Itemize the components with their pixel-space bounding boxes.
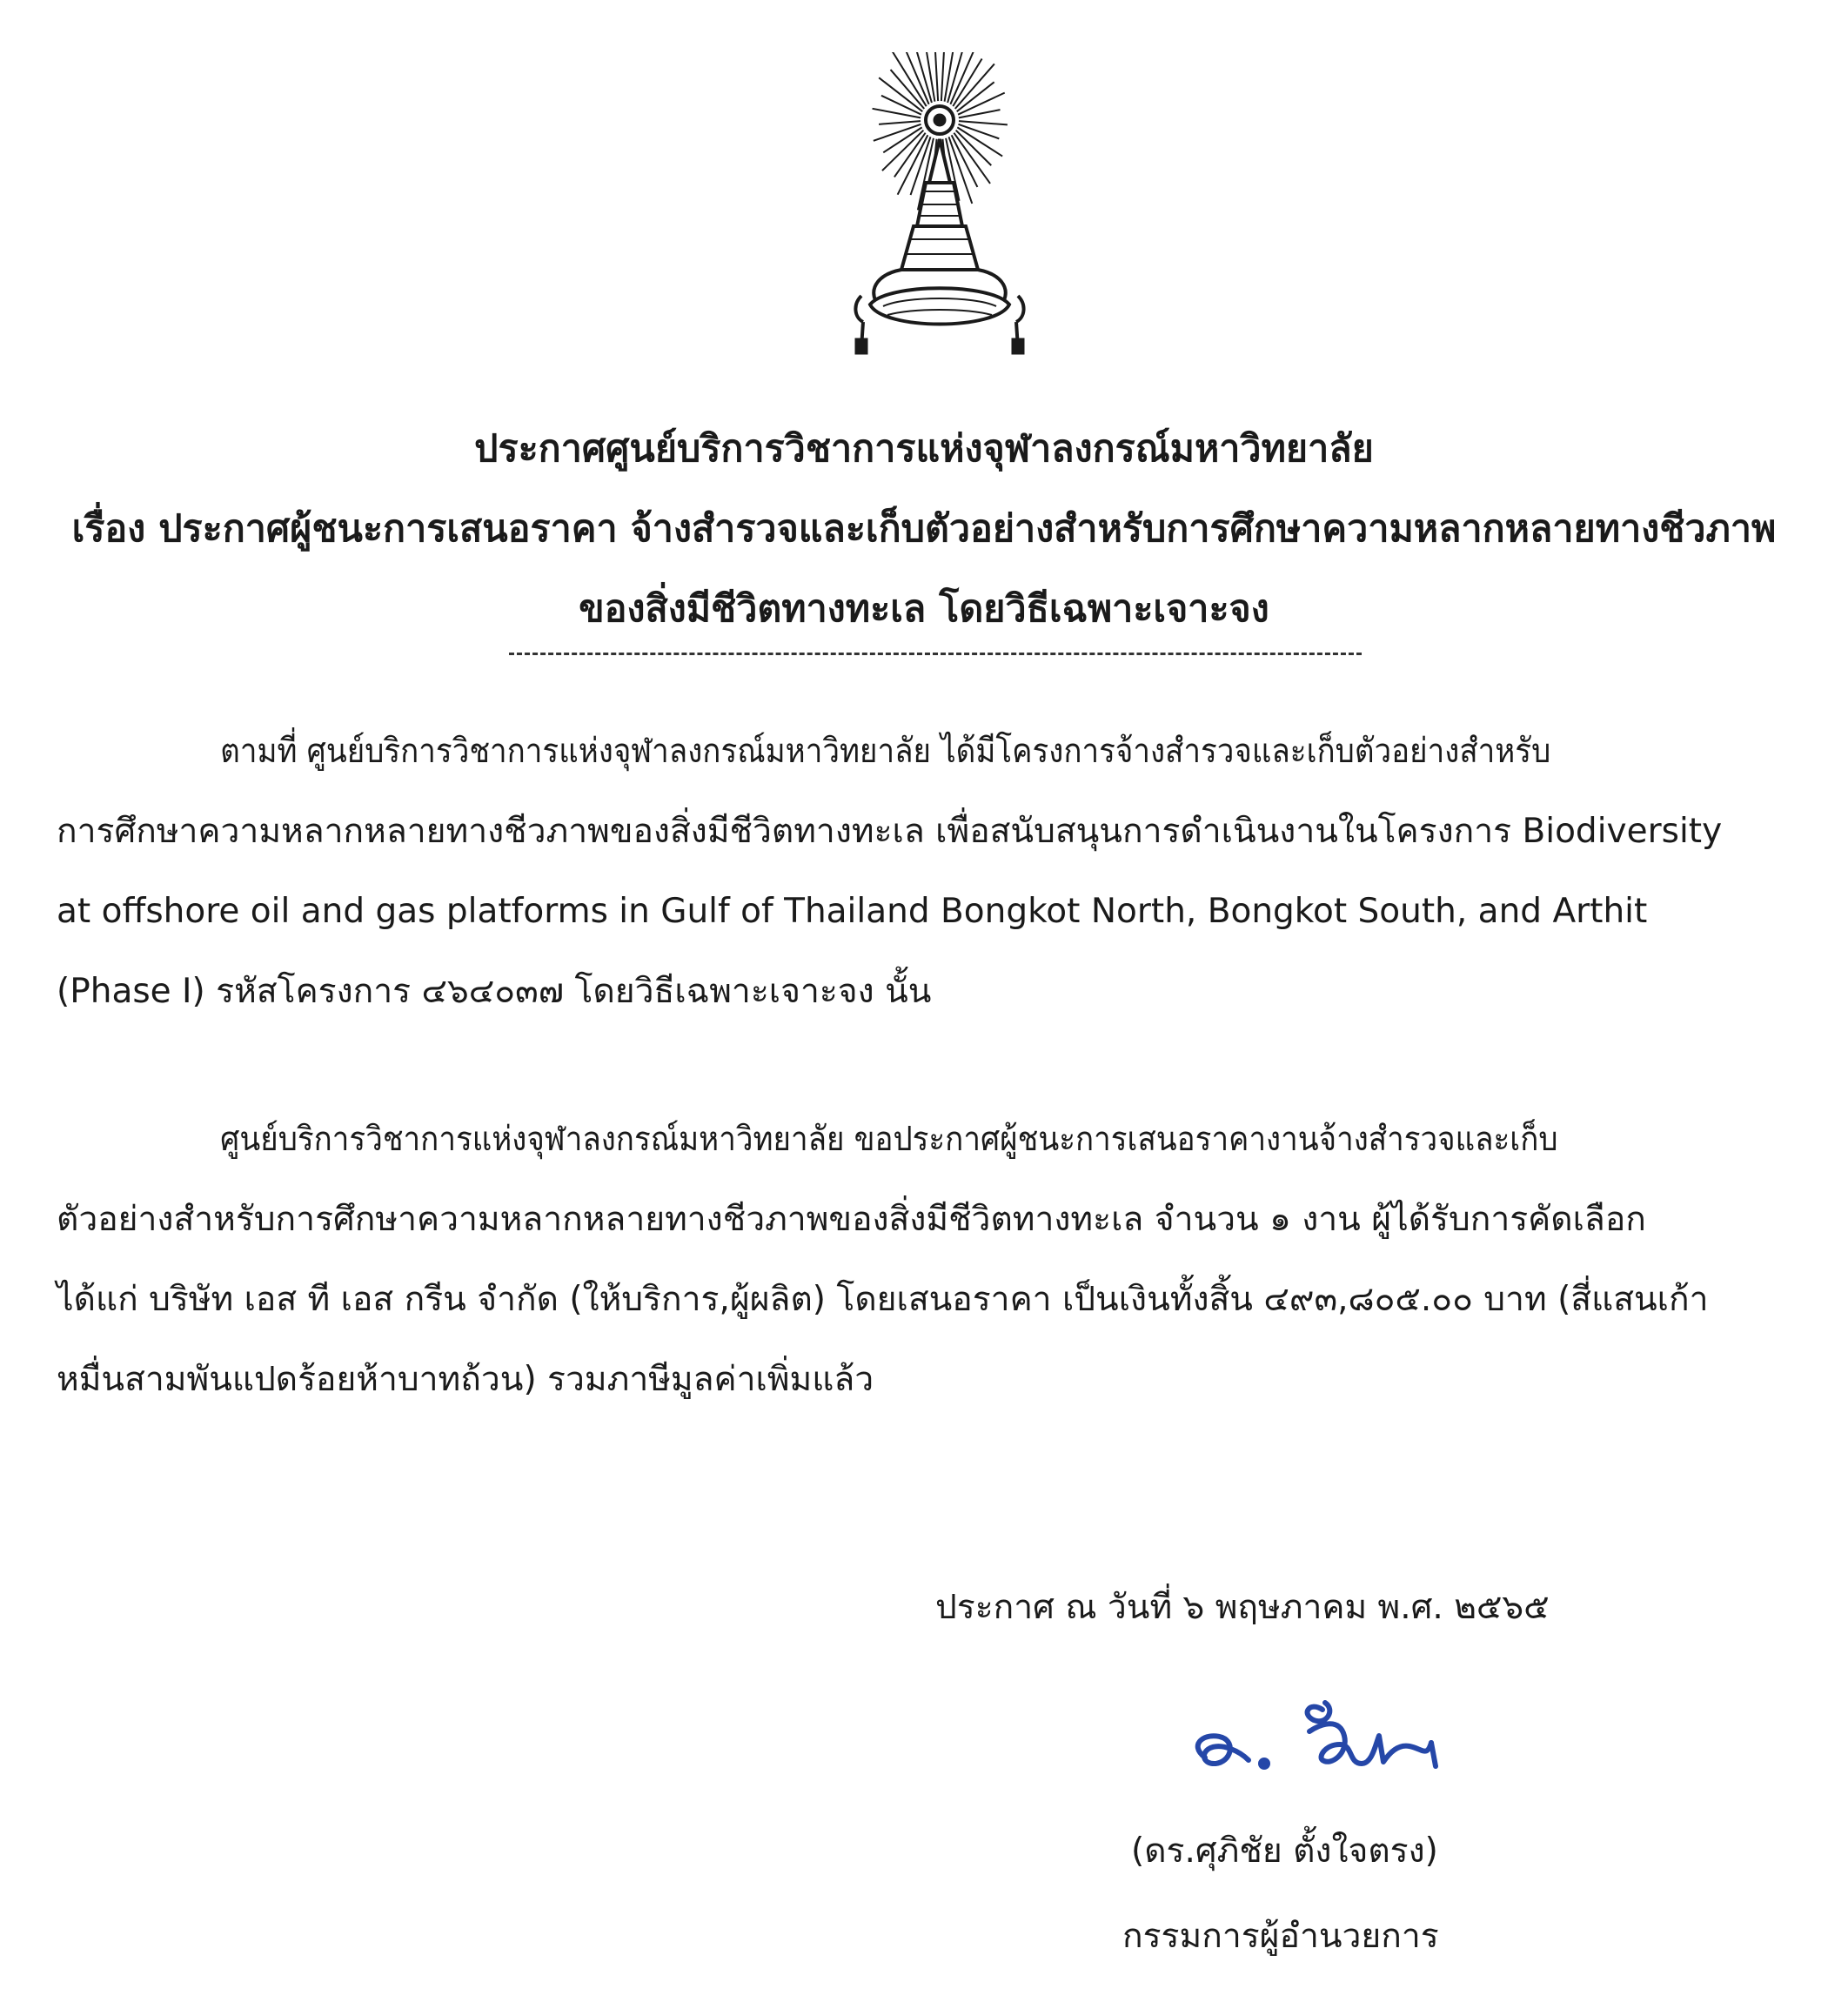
- paragraph-background: [57, 712, 1805, 1032]
- paragraph-award: [57, 1100, 1805, 1420]
- paragraph-line: ได้แก่ บริษัท เอส ที เอส กรีน จำกัด (ให้บริการ,ผู้ผลิต) โดยเสนอราคา เป็นเงินทั้งสิ้น ๔๙๓,๘๐๕.๐๐ บาท (สี่แสนเก้า: [57, 1280, 1709, 1319]
- signer-title: กรรมการผู้อำนวยการ: [1122, 1917, 1439, 1956]
- signer-name: (ดร.ศุภิชัย ตั้งใจตรง): [1131, 1831, 1438, 1871]
- paragraph-line: at offshore oil and gas platforms in Gulf of Thailand Bongkot North, Bongkot South, and Arthit: [57, 892, 1648, 931]
- paragraph-line: การศึกษาความหลากหลายทางชีวภาพของสิ่งมีชีวิตทางทะเล เพื่อสนับสนุนการดำเนินงานในโครงการ Biodiversity: [57, 812, 1723, 851]
- title-line-1: ประกาศศูนย์บริการวิชาการแห่งจุฬาลงกรณ์มหาวิทยาลัย: [474, 427, 1374, 471]
- announcement-title: [52, 409, 1796, 649]
- paragraph-line: ศูนย์บริการวิชาการแห่งจุฬาลงกรณ์มหาวิทยาลัย ขอประกาศผู้ชนะการเสนอราคางานจ้างสำรวจและเก็บ: [220, 1120, 1558, 1159]
- title-line-3: ของสิ่งมีชีวิตทางทะเล โดยวิธีเฉพาะเจาะจง: [579, 587, 1269, 631]
- paragraph-line: (Phase I) รหัสโครงการ ๔๖๔๐๓๗ โดยวิธีเฉพาะเจาะจง นั้น: [57, 972, 932, 1011]
- paragraph-line: หมื่นสามพันแปดร้อยห้าบาทถ้วน) รวมภาษีมูลค่าเพิ่มแล้ว: [57, 1360, 874, 1399]
- paragraph-line: ตัวอย่างสำหรับการศึกษาความหลากหลายทางชีวภาพของสิ่งมีชีวิตทางทะเล จำนวน ๑ งาน ผู้ได้รับการคัดเลือก: [57, 1200, 1646, 1239]
- university-emblem-icon: [835, 52, 1044, 392]
- signature-image: [1170, 1684, 1483, 1788]
- announcement-date: ประกาศ ณ วันที่ ๖ พฤษภาคม พ.ศ. ๒๕๖๕: [935, 1588, 1550, 1627]
- title-divider: [509, 653, 1362, 655]
- title-line-2: เรื่อง ประกาศผู้ชนะการเสนอราคา จ้างสำรวจและเก็บตัวอย่างสำหรับการศึกษาความหลากหลายทางชีวภาพ: [71, 507, 1777, 551]
- paragraph-line: ตามที่ ศูนย์บริการวิชาการแห่งจุฬาลงกรณ์มหาวิทยาลัย ได้มีโครงการจ้างสำรวจและเก็บตัวอย่างสำหรับ: [220, 732, 1551, 771]
